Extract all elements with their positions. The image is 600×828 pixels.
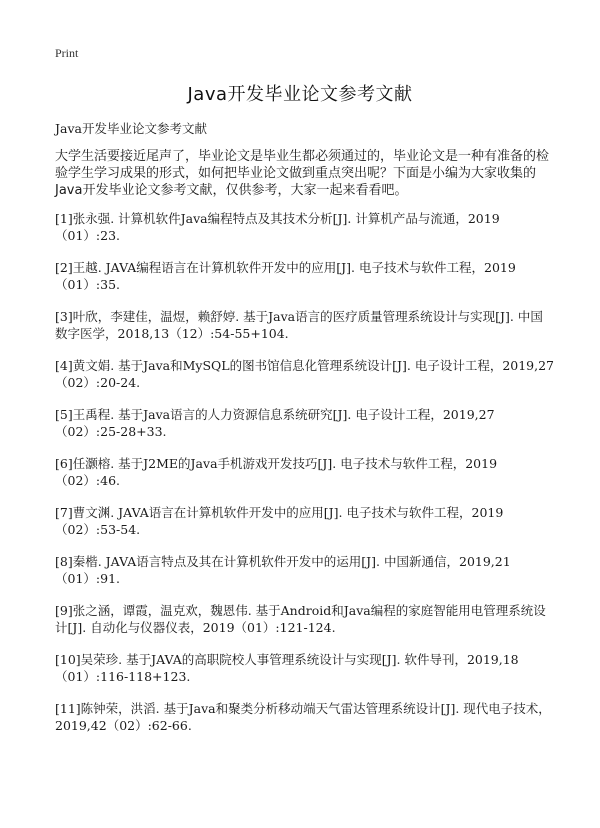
page-title: Java开发毕业论文参考文献	[187, 84, 413, 105]
intro-paragraph: 大学生活要接近尾声了，毕业论文是毕业生都必须通过的，毕业论文是一种有准备的检验学生学习成果的形式，如何把毕业论文做到重点突出呢？下面是小编为大家收集的Java开发毕业论文参考文献，仅供参考，大家一起来看看吧。	[55, 149, 550, 198]
reference-item: [1]张永强. 计算机软件Java编程特点及其技术分析[J]. 计算机产品与流通，2019（01）:23.	[55, 211, 500, 243]
reference-item: [2]王越. JAVA编程语言在计算机软件开发中的应用[J]. 电子技术与软件工程，2019（01）:35.	[55, 260, 516, 292]
reference-item: [10]吴荣珍. 基于JAVA的高职院校人事管理系统设计与实现[J]. 软件导刊，2019,18（01）:116-118+123.	[55, 652, 519, 684]
reference-list	[55, 210, 555, 734]
document-subtitle: Java开发毕业论文参考文献	[55, 121, 207, 136]
print-label: Print	[55, 46, 79, 60]
reference-item: [7]曹文渊. JAVA语言在计算机软件开发中的应用[J]. 电子技术与软件工程，2019（02）:53-54.	[55, 505, 504, 537]
reference-item: [5]王禹程. 基于Java语言的人力资源信息系统研究[J]. 电子设计工程，2019,27（02）:25-28+33.	[55, 407, 495, 439]
reference-item: [9]张之涵，谭霞，温克欢，魏恩伟. 基于Android和Java编程的家庭智能用电管理系统设计[J]. 自动化与仪器仪表，2019（01）:121-124.	[55, 603, 546, 635]
reference-item: [3]叶欣，李建佳，温煜，赖舒婷. 基于Java语言的医疗质量管理系统设计与实现[J]. 中国数字医学，2018,13（12）:54-55+104.	[55, 309, 543, 341]
reference-item: [6]任灏榕. 基于J2ME的Java手机游戏开发技巧[J]. 电子技术与软件工程，2019（02）:46.	[55, 456, 498, 488]
reference-item: [11]陈钟荣，洪滔. 基于Java和聚类分析移动端天气雷达管理系统设计[J]. 现代电子技术，2019,42（02）:62-66.	[55, 701, 551, 733]
reference-item: [8]秦楷. JAVA语言特点及其在计算机软件开发中的运用[J]. 中国新通信，2019,21（01）:91.	[55, 554, 511, 586]
document-body	[55, 120, 555, 749]
reference-item: [4]黄文娟. 基于Java和MySQL的图书馆信息化管理系统设计[J]. 电子设计工程，2019,27（02）:20-24.	[55, 358, 555, 390]
